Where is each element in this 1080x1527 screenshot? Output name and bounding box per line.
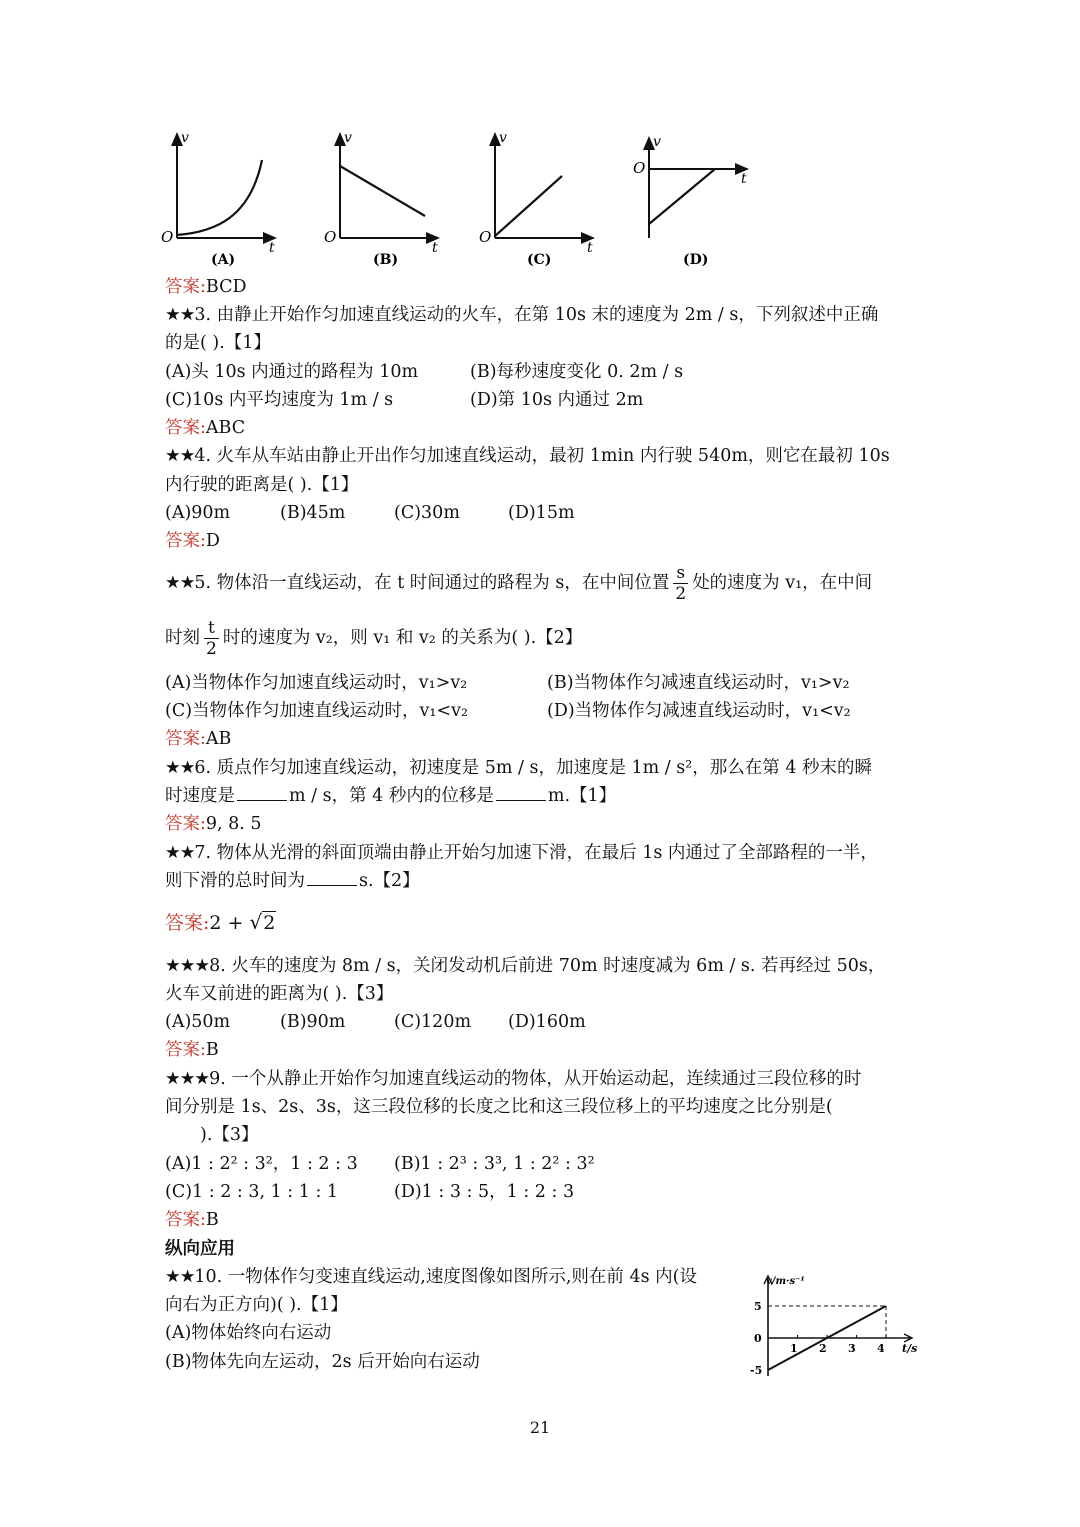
q7-stars: ★★	[165, 843, 195, 863]
graph-d-origin: O	[633, 159, 646, 177]
q10-xtick-1: 1	[790, 1342, 798, 1355]
q6-answer	[165, 812, 262, 836]
q4-answer-value: D	[205, 531, 220, 551]
q4-answer-label: 答案:	[165, 531, 206, 551]
graph-c-v: v	[499, 130, 507, 146]
q4-option-b: (B)45m	[280, 503, 346, 523]
graph-b-v: v	[344, 130, 352, 146]
q8-answer	[165, 1038, 219, 1062]
q3-answer-value: ABC	[205, 418, 246, 438]
q8-line1	[165, 954, 885, 978]
graph-a	[161, 130, 275, 268]
q6-blank-1[interactable]	[237, 784, 287, 801]
q7-answer-a: 2 +	[209, 912, 250, 934]
q10-option-b: (B)物体先向左运动，2s 后开始向右运动	[165, 1352, 480, 1372]
q10-xtick-4: 4	[877, 1342, 885, 1355]
q5-option-b: (B)当物体作匀减速直线运动时，v₁>v₂	[547, 673, 850, 693]
q8-option-a: (A)50m	[165, 1012, 231, 1032]
q10-ytick-neg5: -5	[750, 1364, 763, 1377]
q10-stars: ★★	[165, 1267, 195, 1287]
q8-answer-label: 答案:	[165, 1040, 206, 1060]
graph-b-line	[340, 166, 425, 216]
graph-c-t: t	[587, 240, 593, 256]
q6-answer-value: 9, 8. 5	[205, 814, 262, 834]
q3-answer	[165, 416, 245, 440]
q5-text2b: 时的速度为 v₂，则 v₁ 和 v₂ 的关系为( ).【2】	[222, 628, 583, 648]
q4-stars: ★★	[165, 446, 195, 466]
q10-line1	[165, 1265, 697, 1289]
q9-line2: 间分别是 1s、2s、3s，这三段位移的长度之比和这三段位移上的平均速度之比分别是(	[165, 1097, 833, 1117]
q7-answer	[165, 910, 276, 935]
q9-option-c: (C)1 : 2 : 3, 1 : 1 : 1	[165, 1182, 339, 1202]
graph-d	[633, 134, 747, 268]
q5-fraction-s-half	[673, 563, 688, 604]
q2-answer-label: 答案:	[165, 277, 206, 297]
q5-line2	[165, 617, 582, 659]
q10-ytick-5: 5	[754, 1300, 762, 1313]
q5-text2a: 时刻	[165, 628, 200, 648]
q9-line3: ).【3】	[200, 1125, 259, 1145]
q9-stars: ★★★	[165, 1069, 210, 1089]
q10-xtick-2: 2	[819, 1342, 827, 1355]
q8-text1: 8. 火车的速度为 8m / s，关闭发动机后前进 70m 时速度减为 6m / s. 若再经过 50s，	[209, 956, 886, 976]
q10-text1: 10. 一物体作匀变速直线运动,速度图像如图所示,则在前 4s 内(设	[194, 1267, 697, 1287]
q5-answer-label: 答案:	[165, 729, 206, 749]
q5-answer-value: AB	[205, 729, 232, 749]
q3-line1	[165, 303, 878, 327]
q5-stars: ★★	[165, 573, 195, 593]
q4-option-d: (D)15m	[508, 503, 575, 523]
q5-answer	[165, 727, 231, 751]
q10-xlabel: t/s	[902, 1342, 918, 1355]
graph-c-origin: O	[479, 228, 492, 246]
q7-text2b: s.【2】	[359, 871, 420, 891]
q7-blank[interactable]	[307, 869, 357, 886]
q10-graph-svg	[748, 1270, 928, 1385]
sqrt-icon: √	[249, 910, 263, 934]
q5-frac1-num: s	[673, 563, 688, 584]
q7-answer-label: 答案:	[165, 912, 210, 934]
q6-answer-label: 答案:	[165, 814, 206, 834]
q8-line2: 火车又前进的距离为( ).【3】	[165, 984, 394, 1004]
graph-b-label: (B)	[373, 252, 399, 268]
q4-option-a: (A)90m	[165, 503, 231, 523]
q5-frac2-num: t	[204, 618, 219, 639]
q4-line1	[165, 444, 890, 468]
q3-text1: 3. 由静止开始作匀加速直线运动的火车，在第 10s 末的速度为 2m / s，下列叙述中正确	[194, 305, 879, 325]
top-graphs-svg	[155, 128, 775, 273]
q5-text1b: 处的速度为 v₁，在中间	[692, 573, 873, 593]
q3-option-d: (D)第 10s 内通过 2m	[470, 390, 644, 410]
q5-option-c: (C)当物体作匀加速直线运动时，v₁<v₂	[165, 701, 469, 721]
q5-line1	[165, 562, 872, 604]
q6-stars: ★★	[165, 758, 195, 778]
graph-d-t: t	[741, 171, 747, 187]
graph-a-t: t	[269, 240, 275, 256]
q3-option-a: (A)头 10s 内通过的路程为 10m	[165, 362, 419, 382]
graph-a-origin: O	[161, 228, 174, 246]
graph-c-label: (C)	[527, 252, 552, 268]
q9-line1	[165, 1067, 861, 1091]
graph-a-v: v	[181, 130, 189, 146]
q4-text1: 4. 火车从车站由静止开出作匀加速直线运动，最初 1min 内行驶 540m，则它在最初 10s	[194, 446, 890, 466]
top-graphs	[155, 128, 775, 273]
q6-text2a: 时速度是	[165, 786, 235, 806]
q10-ytick-0: 0	[754, 1332, 762, 1345]
q9-answer-value: B	[205, 1210, 219, 1230]
q5-frac1-den: 2	[675, 584, 687, 604]
graph-c-line	[495, 176, 562, 236]
q4-answer	[165, 529, 220, 553]
q7-answer-b: 2	[263, 912, 276, 934]
q7-line2	[165, 869, 420, 893]
q6-text1: 6. 质点作匀加速直线运动，初速度是 5m / s，加速度是 1m / s²，那么在第 4 秒末的瞬	[194, 758, 873, 778]
q5-frac2-den: 2	[206, 639, 217, 659]
q9-answer-label: 答案:	[165, 1210, 206, 1230]
q5-fraction-t-half	[204, 618, 219, 659]
graph-a-label: (A)	[211, 252, 236, 268]
graph-d-line	[649, 169, 715, 224]
q8-stars: ★★★	[165, 956, 210, 976]
q4-option-c: (C)30m	[394, 503, 460, 523]
page-number: 21	[529, 1418, 551, 1437]
q6-text2c: m.【1】	[547, 786, 617, 806]
q7-text2a: 则下滑的总时间为	[165, 871, 305, 891]
graph-d-label: (D)	[683, 252, 709, 268]
q9-answer	[165, 1208, 219, 1232]
q3-line2: 的是( ).【1】	[165, 333, 271, 353]
q8-answer-value: B	[205, 1040, 219, 1060]
q6-blank-2[interactable]	[496, 784, 546, 801]
graph-b-origin: O	[324, 228, 337, 246]
q3-stars: ★★	[165, 305, 195, 325]
q10-xtick-3: 3	[848, 1342, 856, 1355]
q5-option-a: (A)当物体作匀加速直线运动时，v₁>v₂	[165, 673, 468, 693]
q3-option-b: (B)每秒速度变化 0. 2m / s	[470, 362, 684, 382]
graph-a-curve	[177, 160, 262, 235]
q9-option-b: (B)1 : 2³ : 3³, 1 : 2² : 3²	[394, 1154, 595, 1174]
q9-option-a: (A)1 : 2² : 3²，1 : 2 : 3	[165, 1154, 358, 1174]
q5-option-d: (D)当物体作匀减速直线运动时，v₁<v₂	[547, 701, 851, 721]
q6-line2	[165, 784, 616, 808]
graph-d-v: v	[653, 134, 661, 150]
graph-c	[479, 130, 593, 268]
q3-answer-label: 答案:	[165, 418, 206, 438]
graph-b-t: t	[432, 240, 438, 256]
q7-line1	[165, 841, 878, 865]
q3-option-c: (C)10s 内平均速度为 1m / s	[165, 390, 394, 410]
q5-text1a: 5. 物体沿一直线运动，在 t 时间通过的路程为 s，在中间位置	[194, 573, 670, 593]
q4-line2: 内行驶的距离是( ).【1】	[165, 475, 359, 495]
q10-ylabel: v/m·s⁻¹	[766, 1276, 805, 1287]
q6-text2b: m / s，第 4 秒内的位移是	[289, 786, 494, 806]
q8-option-d: (D)160m	[508, 1012, 586, 1032]
q2-answer	[165, 275, 247, 299]
q8-option-c: (C)120m	[394, 1012, 472, 1032]
q9-text1: 9. 一个从静止开始作匀加速直线运动的物体，从开始运动起，连续通过三段位移的时	[209, 1069, 862, 1089]
q8-option-b: (B)90m	[280, 1012, 346, 1032]
q9-option-d: (D)1 : 3 : 5，1 : 2 : 3	[394, 1182, 575, 1202]
graph-b	[324, 130, 438, 268]
section-title: 纵向应用	[165, 1239, 235, 1259]
q10-line2: 向右为正方向)( ).【1】	[165, 1295, 348, 1315]
q10-graph	[748, 1270, 928, 1385]
q7-text1: 7. 物体从光滑的斜面顶端由静止开始匀加速下滑，在最后 1s 内通过了全部路程的一半，	[194, 843, 878, 863]
q6-line1	[165, 756, 872, 780]
q10-option-a: (A)物体始终向右运动	[165, 1323, 332, 1343]
q2-answer-value: BCD	[205, 277, 247, 297]
